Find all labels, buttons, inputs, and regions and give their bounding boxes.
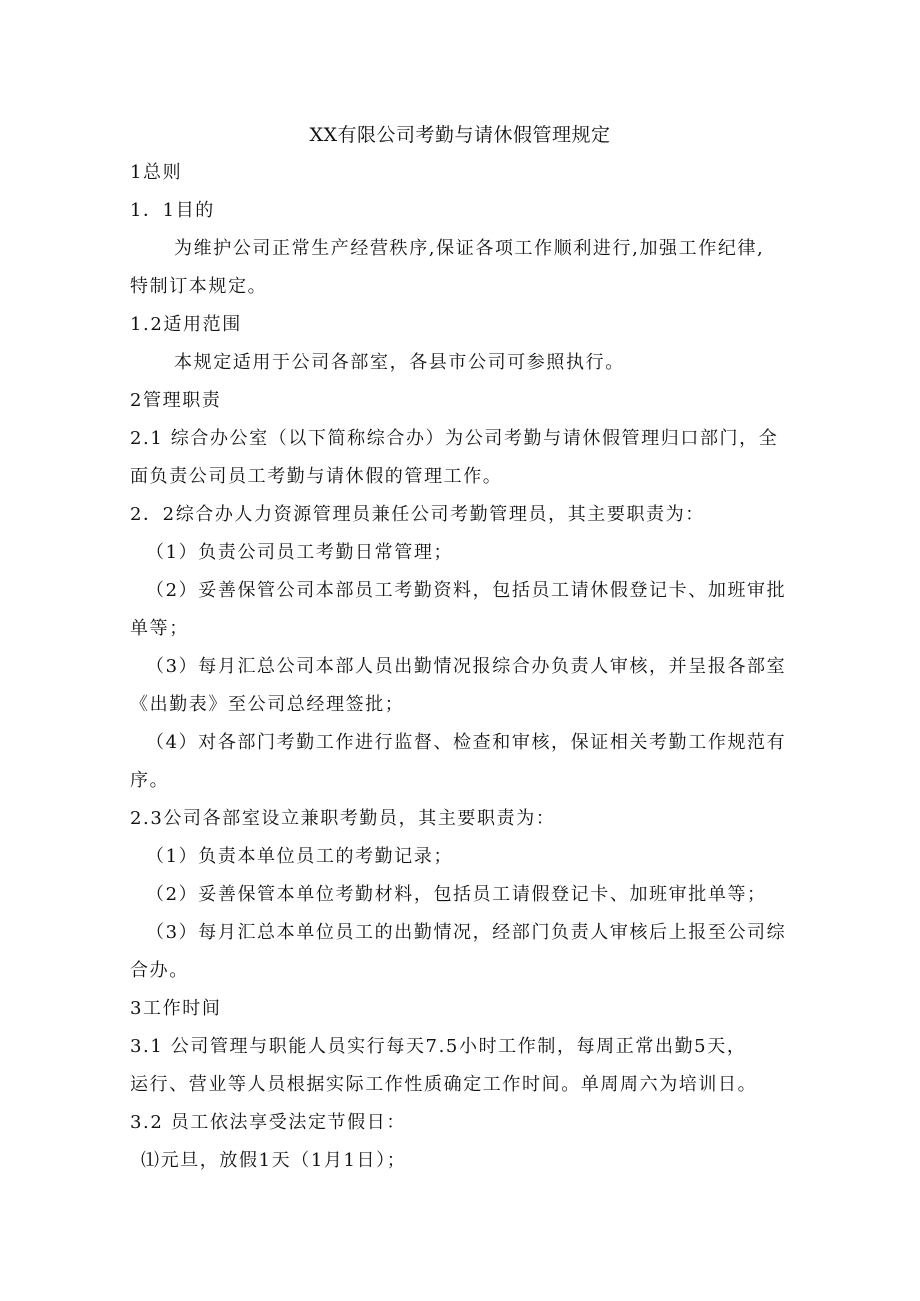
section-heading: 3工作时间 (130, 998, 222, 1019)
paragraph-line: 运行、营业等人员根据实际工作性质确定工作时间。单周周六为培训日。 (130, 1074, 758, 1095)
document-title: XX有限公司考勤与请休假管理规定 (309, 124, 611, 146)
subsection-heading: 1．1目的 (130, 200, 215, 221)
subsection-heading: 1.2适用范围 (130, 314, 242, 335)
paragraph-line: 3.2 员工依法享受法定节假日： (130, 1112, 406, 1133)
list-item-continuation: 合办。 (130, 960, 189, 981)
list-item: （2）妥善保管本单位考勤材料，包括员工请假登记卡、加班审批单等； (146, 884, 767, 905)
paragraph-line: 本规定适用于公司各部室，各县市公司可参照执行。 (174, 352, 625, 373)
list-item: （4）对各部门考勤工作进行监督、检查和审核，保证相关考勤工作规范有 (146, 732, 787, 753)
list-item: （3）每月汇总公司本部人员出勤情况报综合办负责人审核，并呈报各部室 (146, 656, 787, 677)
list-item: （1）负责本单位员工的考勤记录； (146, 846, 454, 867)
list-item-continuation: 《出勤表》至公司总经理签批； (130, 694, 405, 715)
list-item: ⑴元旦，放假1天（1月1日）； (141, 1150, 407, 1171)
paragraph-line: 面负责公司员工考勤与请休假的管理工作。 (130, 466, 503, 487)
section-heading: 1总则 (130, 162, 183, 183)
list-item-continuation: 序。 (130, 770, 170, 791)
paragraph-line: 2.1 综合办公室（以下简称综合办）为公司考勤与请休假管理归口部门，全 (130, 428, 779, 449)
paragraph-line: 为维护公司正常生产经营秩序,保证各项工作顺利进行,加强工作纪律, (174, 238, 765, 259)
list-item: （2）妥善保管公司本部员工考勤资料，包括员工请休假登记卡、加班审批 (146, 580, 787, 601)
list-item: （3）每月汇总本单位员工的出勤情况，经部门负责人审核后上报至公司综 (146, 922, 787, 943)
paragraph-line: 3.1 公司管理与职能人员实行每天7.5小时工作制，每周正常出勤5天， (130, 1036, 747, 1057)
paragraph-line: 2．2综合办人力资源管理员兼任公司考勤管理员，其主要职责为： (130, 504, 705, 525)
subsection-heading: 2.3公司各部室设立兼职考勤员，其主要职责为： (130, 808, 556, 829)
list-item: （1）负责公司员工考勤日常管理； (146, 542, 454, 563)
section-heading: 2管理职责 (130, 390, 222, 411)
list-item-continuation: 单等； (130, 618, 189, 639)
paragraph-line: 特制订本规定。 (130, 276, 268, 297)
